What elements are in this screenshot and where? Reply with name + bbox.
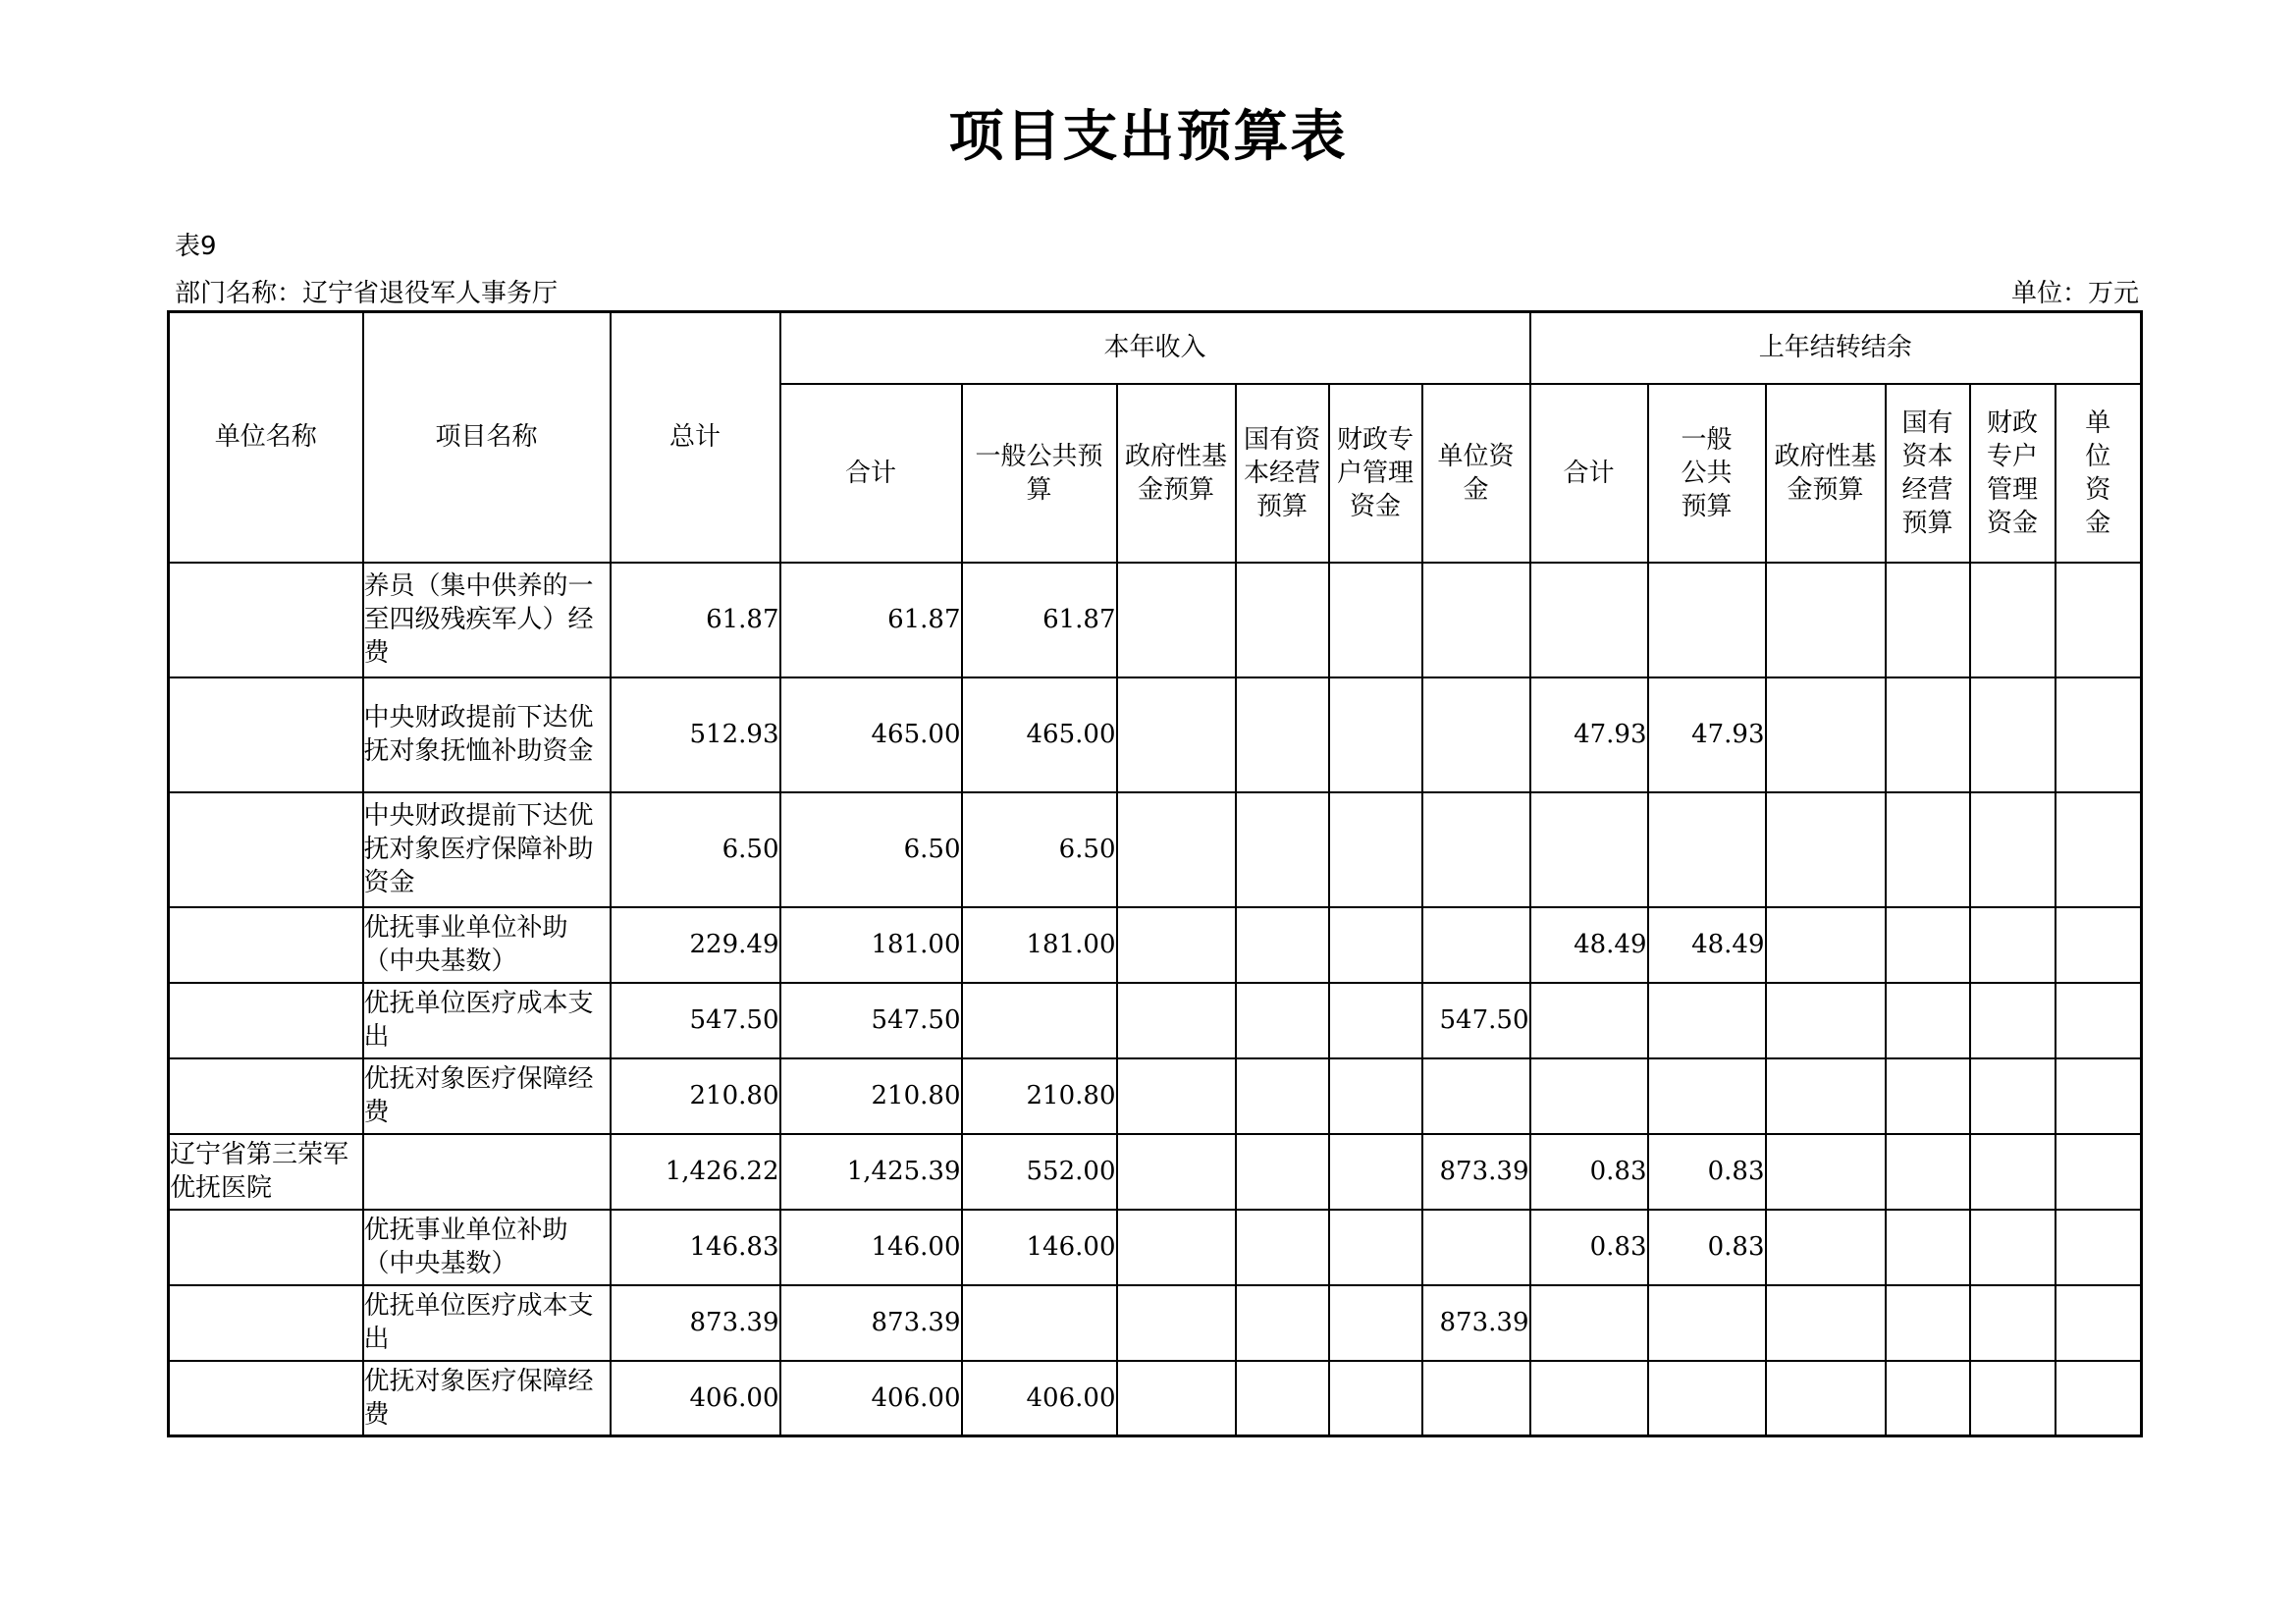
- amount-cell-co-general: [1648, 792, 1766, 907]
- table-row: [169, 1210, 2142, 1285]
- amount-cell-cy-govfund: [1117, 1134, 1236, 1210]
- header-cy-general: 一般公共预算: [962, 384, 1117, 563]
- amount-cell-cy-fiscal: [1329, 983, 1422, 1058]
- amount-cell-cy-fiscal: [1329, 1285, 1422, 1361]
- amount-cell-co-sum: [1530, 1058, 1648, 1134]
- header-cy-sum: 合计: [780, 384, 962, 563]
- amount-cell-co-unit: [2056, 1285, 2142, 1361]
- amount-cell-co-fiscal: [1970, 1134, 2056, 1210]
- amount-cell-co-unit: [2056, 1210, 2142, 1285]
- amount-cell-total: 1,426.22: [611, 1134, 780, 1210]
- amount-cell-cy-general: 210.80: [962, 1058, 1117, 1134]
- amount-cell-co-general: [1648, 1361, 1766, 1436]
- amount-cell-cy-sum: 210.80: [780, 1058, 962, 1134]
- amount-cell-co-govfund: [1766, 1134, 1886, 1210]
- amount-cell-co-sum: 48.49: [1530, 907, 1648, 983]
- amount-cell-cy-unit: [1422, 1058, 1530, 1134]
- header-carryover: 上年结转结余: [1530, 312, 2142, 384]
- amount-cell-cy-general: 465.00: [962, 677, 1117, 792]
- amount-cell-co-stateasset: [1886, 1134, 1970, 1210]
- amount-cell-cy-general: 146.00: [962, 1210, 1117, 1285]
- amount-cell-cy-general: 61.87: [962, 563, 1117, 677]
- amount-cell-co-unit: [2056, 983, 2142, 1058]
- header-cy-stateasset: 国有资本经营预算: [1236, 384, 1329, 563]
- amount-cell-cy-sum: 1,425.39: [780, 1134, 962, 1210]
- table-row: [169, 1361, 2142, 1436]
- amount-cell-cy-sum: 465.00: [780, 677, 962, 792]
- amount-cell-co-general: 48.49: [1648, 907, 1766, 983]
- page-title: 项目支出预算表: [948, 105, 1348, 169]
- amount-cell-co-general: [1648, 1058, 1766, 1134]
- amount-cell-total: 210.80: [611, 1058, 780, 1134]
- table-row: [169, 983, 2142, 1058]
- amount-cell-cy-govfund: [1117, 563, 1236, 677]
- unit-name-cell: [169, 1285, 363, 1361]
- amount-cell-cy-fiscal: [1329, 1210, 1422, 1285]
- amount-cell-cy-fiscal: [1329, 1361, 1422, 1436]
- header-project-name: 项目名称: [363, 312, 611, 563]
- amount-cell-total: 873.39: [611, 1285, 780, 1361]
- header-current-year-income: 本年收入: [780, 312, 1530, 384]
- amount-cell-co-stateasset: [1886, 563, 1970, 677]
- amount-cell-cy-stateasset: [1236, 677, 1329, 792]
- table-number: 表9: [175, 232, 217, 261]
- unit-name-cell: [169, 563, 363, 677]
- amount-cell-cy-unit: 547.50: [1422, 983, 1530, 1058]
- unit-label: 单位：万元: [2010, 279, 2139, 308]
- project-name-cell: 优抚单位医疗成本支出: [363, 983, 611, 1058]
- amount-cell-co-stateasset: [1886, 1285, 1970, 1361]
- amount-cell-cy-unit: 873.39: [1422, 1285, 1530, 1361]
- amount-cell-total: 229.49: [611, 907, 780, 983]
- amount-cell-co-unit: [2056, 563, 2142, 677]
- amount-cell-cy-general: 552.00: [962, 1134, 1117, 1210]
- header-co-unit: 单位资金: [2056, 384, 2142, 563]
- amount-cell-co-general: 0.83: [1648, 1134, 1766, 1210]
- amount-cell-cy-sum: 406.00: [780, 1361, 962, 1436]
- amount-cell-cy-sum: 181.00: [780, 907, 962, 983]
- amount-cell-cy-stateasset: [1236, 1134, 1329, 1210]
- unit-name-cell: 辽宁省第三荣军优抚医院: [169, 1134, 363, 1210]
- amount-cell-co-stateasset: [1886, 792, 1970, 907]
- amount-cell-cy-govfund: [1117, 1361, 1236, 1436]
- project-name-cell: 优抚单位医疗成本支出: [363, 1285, 611, 1361]
- amount-cell-co-sum: [1530, 983, 1648, 1058]
- amount-cell-co-fiscal: [1970, 677, 2056, 792]
- amount-cell-cy-sum: 547.50: [780, 983, 962, 1058]
- amount-cell-co-sum: [1530, 1361, 1648, 1436]
- amount-cell-cy-govfund: [1117, 983, 1236, 1058]
- table-row: [169, 792, 2142, 907]
- table-row: [169, 1058, 2142, 1134]
- project-name-cell: 中央财政提前下达优抚对象医疗保障补助资金: [363, 792, 611, 907]
- amount-cell-co-unit: [2056, 677, 2142, 792]
- unit-name-cell: [169, 983, 363, 1058]
- amount-cell-total: 547.50: [611, 983, 780, 1058]
- project-name-cell: 养员（集中供养的一至四级残疾军人）经费: [363, 563, 611, 677]
- table-row: [169, 907, 2142, 983]
- project-name-cell: [363, 1134, 611, 1210]
- header-unit-name: 单位名称: [169, 312, 363, 563]
- unit-name-cell: [169, 1058, 363, 1134]
- amount-cell-co-fiscal: [1970, 907, 2056, 983]
- amount-cell-cy-stateasset: [1236, 1058, 1329, 1134]
- amount-cell-cy-fiscal: [1329, 677, 1422, 792]
- amount-cell-co-govfund: [1766, 1361, 1886, 1436]
- unit-name-cell: [169, 1361, 363, 1436]
- amount-cell-co-govfund: [1766, 983, 1886, 1058]
- amount-cell-co-stateasset: [1886, 983, 1970, 1058]
- amount-cell-cy-general: [962, 1285, 1117, 1361]
- amount-cell-cy-stateasset: [1236, 1361, 1329, 1436]
- amount-cell-cy-govfund: [1117, 677, 1236, 792]
- table-row: [169, 1285, 2142, 1361]
- amount-cell-cy-sum: 61.87: [780, 563, 962, 677]
- amount-cell-total: 61.87: [611, 563, 780, 677]
- amount-cell-cy-stateasset: [1236, 1210, 1329, 1285]
- amount-cell-total: 406.00: [611, 1361, 780, 1436]
- department-name: 部门名称：辽宁省退役军人事务厅: [175, 279, 559, 308]
- amount-cell-cy-sum: 873.39: [780, 1285, 962, 1361]
- amount-cell-co-general: 47.93: [1648, 677, 1766, 792]
- amount-cell-co-stateasset: [1886, 1210, 1970, 1285]
- amount-cell-co-unit: [2056, 792, 2142, 907]
- unit-name-cell: [169, 907, 363, 983]
- amount-cell-cy-stateasset: [1236, 907, 1329, 983]
- unit-name-cell: [169, 792, 363, 907]
- project-name-cell: 优抚对象医疗保障经费: [363, 1058, 611, 1134]
- amount-cell-cy-stateasset: [1236, 563, 1329, 677]
- header-cy-govfund: 政府性基金预算: [1117, 384, 1236, 563]
- amount-cell-total: 512.93: [611, 677, 780, 792]
- unit-name-cell: [169, 677, 363, 792]
- amount-cell-co-govfund: [1766, 677, 1886, 792]
- project-name-cell: 中央财政提前下达优抚对象抚恤补助资金: [363, 677, 611, 792]
- header-co-sum: 合计: [1530, 384, 1648, 563]
- amount-cell-cy-fiscal: [1329, 1058, 1422, 1134]
- amount-cell-cy-unit: [1422, 792, 1530, 907]
- amount-cell-cy-fiscal: [1329, 907, 1422, 983]
- amount-cell-co-sum: 0.83: [1530, 1134, 1648, 1210]
- header-co-fiscal-special: 财政专户管理资金: [1970, 384, 2056, 563]
- amount-cell-co-general: [1648, 1285, 1766, 1361]
- amount-cell-co-unit: [2056, 907, 2142, 983]
- amount-cell-cy-unit: [1422, 1361, 1530, 1436]
- amount-cell-co-fiscal: [1970, 1210, 2056, 1285]
- amount-cell-co-govfund: [1766, 907, 1886, 983]
- amount-cell-cy-govfund: [1117, 792, 1236, 907]
- amount-cell-co-fiscal: [1970, 1361, 2056, 1436]
- amount-cell-cy-govfund: [1117, 1210, 1236, 1285]
- amount-cell-co-govfund: [1766, 563, 1886, 677]
- header-co-general: 一般公共预算: [1648, 384, 1766, 563]
- header-cy-unit: 单位资金: [1422, 384, 1530, 563]
- amount-cell-cy-stateasset: [1236, 792, 1329, 907]
- amount-cell-total: 6.50: [611, 792, 780, 907]
- amount-cell-cy-fiscal: [1329, 563, 1422, 677]
- amount-cell-co-fiscal: [1970, 563, 2056, 677]
- amount-cell-co-stateasset: [1886, 907, 1970, 983]
- amount-cell-co-fiscal: [1970, 983, 2056, 1058]
- amount-cell-co-sum: [1530, 1285, 1648, 1361]
- header-co-stateasset: 国有资本经营预算: [1886, 384, 1970, 563]
- amount-cell-co-govfund: [1766, 1210, 1886, 1285]
- amount-cell-cy-sum: 146.00: [780, 1210, 962, 1285]
- unit-name-cell: [169, 1210, 363, 1285]
- amount-cell-co-general: [1648, 983, 1766, 1058]
- amount-cell-co-fiscal: [1970, 1285, 2056, 1361]
- header-total: 总计: [611, 312, 780, 563]
- amount-cell-co-stateasset: [1886, 677, 1970, 792]
- amount-cell-co-unit: [2056, 1058, 2142, 1134]
- amount-cell-co-stateasset: [1886, 1361, 1970, 1436]
- project-name-cell: 优抚事业单位补助（中央基数）: [363, 907, 611, 983]
- amount-cell-cy-general: 181.00: [962, 907, 1117, 983]
- amount-cell-co-sum: [1530, 792, 1648, 907]
- amount-cell-cy-govfund: [1117, 1058, 1236, 1134]
- amount-cell-co-general: [1648, 563, 1766, 677]
- amount-cell-co-stateasset: [1886, 1058, 1970, 1134]
- amount-cell-co-unit: [2056, 1361, 2142, 1436]
- amount-cell-co-govfund: [1766, 1058, 1886, 1134]
- amount-cell-co-govfund: [1766, 1285, 1886, 1361]
- amount-cell-cy-unit: [1422, 1210, 1530, 1285]
- amount-cell-cy-sum: 6.50: [780, 792, 962, 907]
- amount-cell-cy-fiscal: [1329, 1134, 1422, 1210]
- header-co-govfund: 政府性基金预算: [1766, 384, 1886, 563]
- amount-cell-cy-general: [962, 983, 1117, 1058]
- amount-cell-cy-govfund: [1117, 1285, 1236, 1361]
- table-row: [169, 677, 2142, 792]
- amount-cell-cy-general: 406.00: [962, 1361, 1117, 1436]
- amount-cell-co-unit: [2056, 1134, 2142, 1210]
- amount-cell-cy-unit: [1422, 677, 1530, 792]
- amount-cell-cy-unit: [1422, 907, 1530, 983]
- amount-cell-cy-fiscal: [1329, 792, 1422, 907]
- project-name-cell: 优抚事业单位补助（中央基数）: [363, 1210, 611, 1285]
- table-row: [169, 1134, 2142, 1210]
- amount-cell-co-general: 0.83: [1648, 1210, 1766, 1285]
- budget-table: [167, 310, 2143, 1437]
- amount-cell-cy-general: 6.50: [962, 792, 1117, 907]
- amount-cell-cy-govfund: [1117, 907, 1236, 983]
- header-cy-fiscal-special: 财政专户管理资金: [1329, 384, 1422, 563]
- amount-cell-total: 146.83: [611, 1210, 780, 1285]
- amount-cell-co-fiscal: [1970, 1058, 2056, 1134]
- amount-cell-co-sum: [1530, 563, 1648, 677]
- amount-cell-co-sum: 0.83: [1530, 1210, 1648, 1285]
- amount-cell-cy-stateasset: [1236, 1285, 1329, 1361]
- amount-cell-cy-unit: 873.39: [1422, 1134, 1530, 1210]
- table-row: [169, 563, 2142, 677]
- amount-cell-co-govfund: [1766, 792, 1886, 907]
- amount-cell-cy-stateasset: [1236, 983, 1329, 1058]
- project-name-cell: 优抚对象医疗保障经费: [363, 1361, 611, 1436]
- amount-cell-co-fiscal: [1970, 792, 2056, 907]
- amount-cell-co-sum: 47.93: [1530, 677, 1648, 792]
- amount-cell-cy-unit: [1422, 563, 1530, 677]
